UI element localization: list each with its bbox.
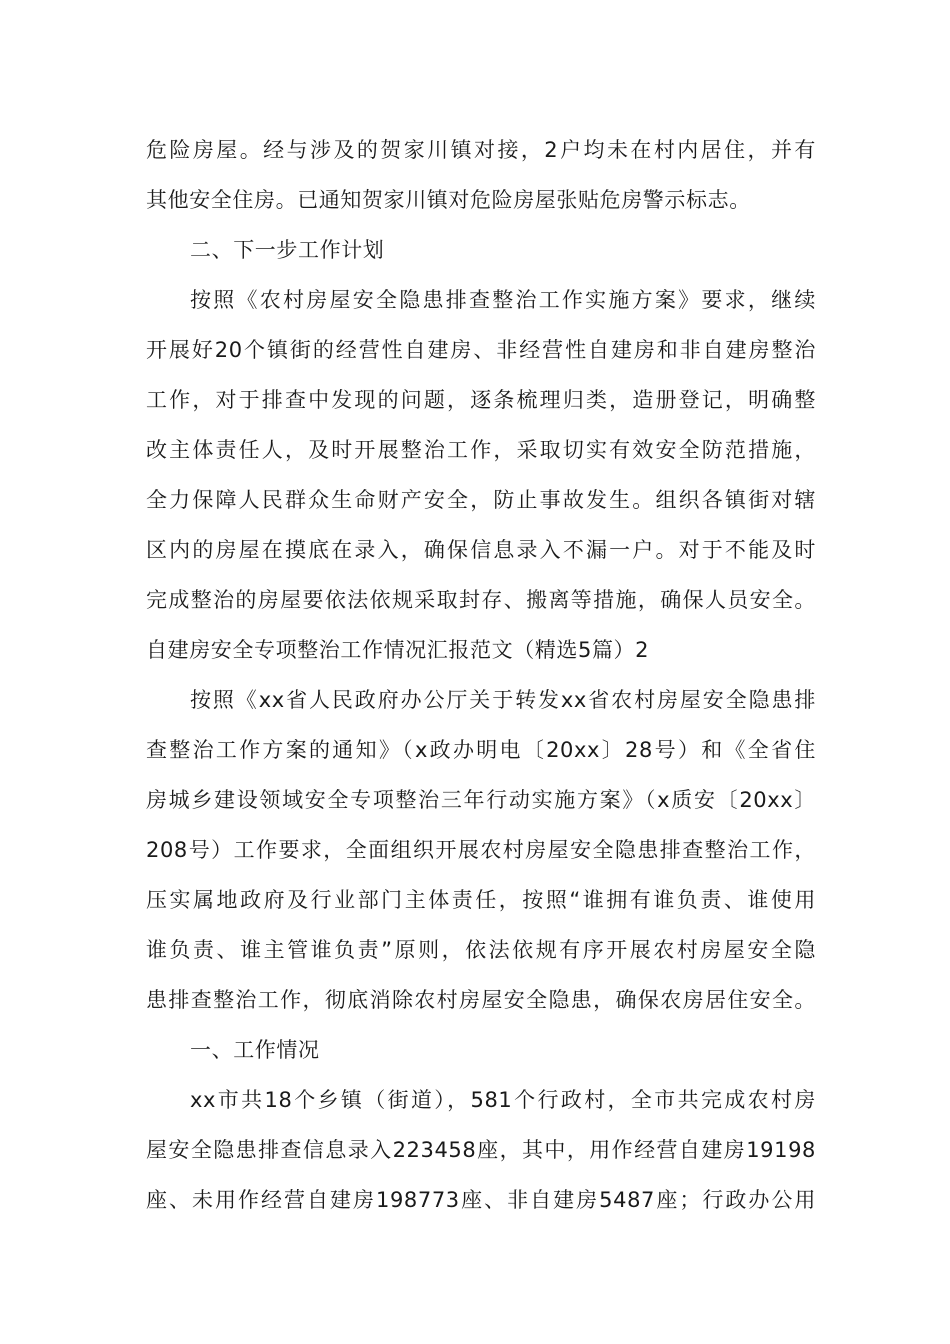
paragraph-line: 按照《xx省人民政府办公厅关于转发xx省农村房屋安全隐患排: [190, 688, 816, 712]
paragraph-line: 开展好20个镇街的经营性自建房、非经营性自建房和非自建房整治: [146, 338, 816, 362]
paragraph-line: 谁负责、谁主管谁负责”原则，依法依规有序开展农村房屋安全隐: [146, 938, 816, 962]
paragraph-line: 房城乡建设领域安全专项整治三年行动实施方案》（x质安〔20xx〕: [146, 788, 816, 812]
paragraph-line: 座、未用作经营自建房198773座、非自建房5487座；行政办公用: [146, 1188, 816, 1212]
paragraph-line: 其他安全住房。已通知贺家川镇对危险房屋张贴危房警示标志。: [146, 188, 751, 212]
paragraph-line: 按照《农村房屋安全隐患排查整治工作实施方案》要求，继续: [190, 288, 816, 312]
section-heading: 一、工作情况: [190, 1038, 320, 1062]
paragraph-line: 208号）工作要求，全面组织开展农村房屋安全隐患排查整治工作，: [146, 838, 816, 862]
paragraph-line: 屋安全隐患排查信息录入223458座，其中，用作经营自建房19198: [146, 1138, 816, 1162]
paragraph-line: 压实属地政府及行业部门主体责任，按照“谁拥有谁负责、谁使用: [146, 888, 816, 912]
paragraph-line: 改主体责任人，及时开展整治工作，采取切实有效安全防范措施，: [146, 438, 816, 462]
section-heading: 二、下一步工作计划: [190, 238, 385, 262]
paragraph-line: xx市共18个乡镇（街道），581个行政村，全市共完成农村房: [190, 1088, 816, 1112]
paragraph-line: 全力保障人民群众生命财产安全，防止事故发生。组织各镇街对辖: [146, 488, 816, 512]
paragraph-line: 完成整治的房屋要依法依规采取封存、搬离等措施，确保人员安全。: [146, 588, 816, 612]
paragraph-line: 工作，对于排查中发现的问题，逐条梳理归类，造册登记，明确整: [146, 388, 816, 412]
paragraph-line: 患排查整治工作，彻底消除农村房屋安全隐患，确保农房居住安全。: [146, 988, 816, 1012]
paragraph-line: 查整治工作方案的通知》（x政办明电〔20xx〕28号）和《全省住: [146, 738, 816, 762]
paragraph-line: 区内的房屋在摸底在录入，确保信息录入不漏一户。对于不能及时: [146, 538, 816, 562]
paragraph-line: 危险房屋。经与涉及的贺家川镇对接，2户均未在村内居住，并有: [146, 138, 816, 162]
document-title: 自建房安全专项整治工作情况汇报范文（精选5篇）2: [146, 638, 650, 662]
